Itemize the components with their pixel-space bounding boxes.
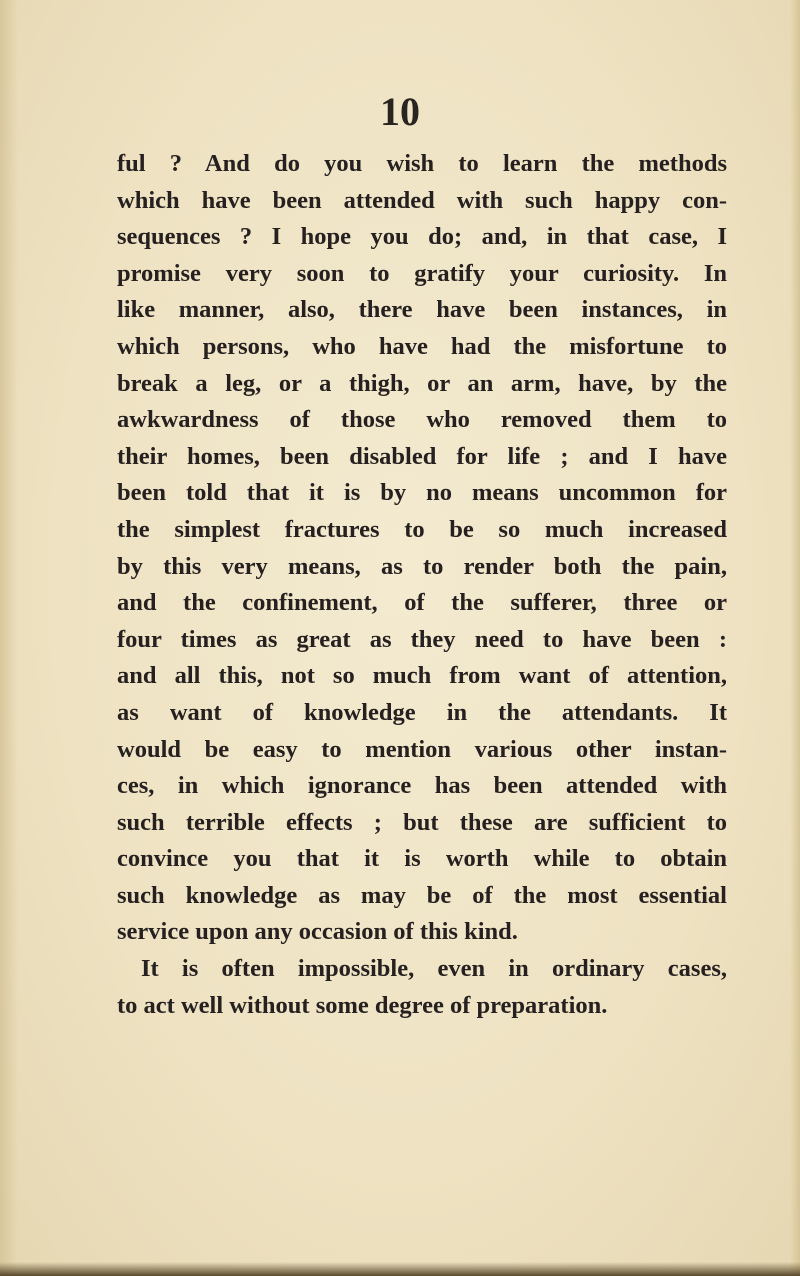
text-line: break a leg, or a thigh, or an arm, have, by the [117, 369, 727, 397]
text-line: ful ? And do you wish to learn the methods [117, 150, 727, 177]
page-right-edge [790, 0, 800, 1276]
text-line: four times as great as they need to have been : [117, 625, 727, 653]
text-line: It is often impossible, even in ordinary cases, [141, 955, 727, 983]
body-text [117, 146, 727, 1024]
text-line: would be easy to mention various other instan- [117, 735, 727, 763]
text-line: which have been attended with such happy con- [117, 186, 727, 214]
text-line: and all this, not so much from want of attention, [117, 662, 727, 690]
text-line: such terrible effects ; but these are sufficient to [117, 808, 727, 836]
text-line: been told that it is by no means uncommon for [117, 479, 727, 507]
text-line: such knowledge as may be of the most essential [117, 881, 727, 909]
text-line: by this very means, as to render both the pain, [117, 552, 727, 580]
text-line: convince you that it is worth while to obtain [117, 845, 727, 873]
text-line: their homes, been disabled for life ; and I have [117, 442, 727, 470]
text-line: the simplest fractures to be so much increased [117, 515, 727, 543]
text-line: to act well without some degree of preparation. [117, 991, 608, 1019]
page-number: 10 [380, 89, 420, 134]
text-line: awkwardness of those who removed them to [117, 406, 727, 434]
text-line: and the confinement, of the sufferer, three or [117, 589, 727, 617]
page-left-edge [0, 0, 18, 1276]
text-line: service upon any occasion of this kind. [117, 918, 518, 946]
text-line: like manner, also, there have been instances, in [117, 296, 727, 324]
page-bottom-shadow [0, 1262, 800, 1276]
text-line: promise very soon to gratify your curiosity. In [117, 259, 727, 287]
text-line: sequences ? I hope you do; and, in that case, I [117, 223, 727, 251]
text-line: as want of knowledge in the attendants. It [117, 698, 727, 726]
text-line: which persons, who have had the misfortune to [117, 332, 727, 360]
text-line: ces, in which ignorance has been attended with [117, 772, 727, 800]
